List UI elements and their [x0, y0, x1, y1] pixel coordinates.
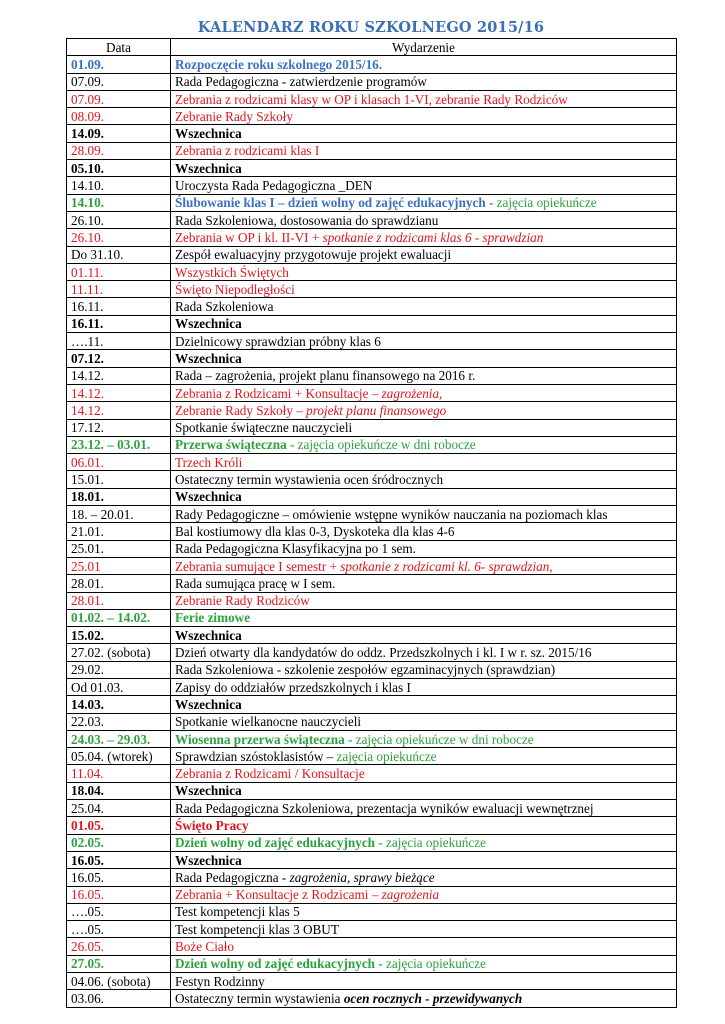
table-row [67, 696, 677, 713]
row-event [171, 315, 677, 332]
row-event [171, 488, 677, 505]
row-date: 03.06. [67, 990, 171, 1007]
table-row [67, 73, 677, 90]
event-text: Rada – zagrożenia, projekt planu finansowego na 2016 r. [175, 368, 476, 384]
row-date: 07.09. [67, 90, 171, 107]
table-row [67, 869, 677, 886]
row-event [171, 765, 677, 782]
table-row [67, 402, 677, 419]
table-row [67, 333, 677, 350]
event-text: Rada Pedagogiczna - zatwierdzenie programów [175, 74, 427, 90]
table-row [67, 454, 677, 471]
event-text: Ślubowanie klas I – dzień wolny od zajęć edukacyjnych - [175, 195, 497, 211]
event-text: Święto Pracy [175, 818, 249, 833]
row-date: 29.02. [67, 661, 171, 678]
table-row [67, 367, 677, 384]
event-text: Sprawdzian szóstoklasistów – [175, 748, 337, 764]
event-text: Boże Ciało [175, 939, 234, 955]
event-text: Test kompetencji klas 5 [175, 904, 300, 920]
row-date: 14.12. [67, 402, 171, 419]
row-event [171, 211, 677, 228]
row-event [171, 194, 677, 211]
event-text: projekt planu finansowego [306, 402, 447, 418]
row-date: 14.12. [67, 384, 171, 401]
event-text: ocen rocznych - przewidywanych [343, 990, 523, 1006]
event-text: Zebrania z Rodzicami + Konsultacje – [175, 385, 382, 401]
event-text: Rada Szkoleniowa [175, 299, 274, 315]
row-event [171, 834, 677, 851]
row-event [171, 817, 677, 834]
table-row [67, 886, 677, 903]
row-event [171, 540, 677, 557]
row-event [171, 142, 677, 159]
header-date: Data [67, 39, 171, 56]
event-text: Rada Szkoleniowa, dostosowania do sprawdzianu [175, 212, 439, 228]
row-date: 11.11. [67, 281, 171, 298]
row-date: 14.03. [67, 696, 171, 713]
event-text: Rada Pedagogiczna Szkoleniowa, prezentacja wyników ewaluacji wewnętrznej [175, 800, 594, 816]
table-row [67, 523, 677, 540]
table-row [67, 281, 677, 298]
row-date: 25.01. [67, 540, 171, 557]
event-text: Zebrania z rodzicami klas I [175, 143, 320, 159]
row-date: 05.10. [67, 160, 171, 177]
row-date: 04.06. (sobota) [67, 973, 171, 990]
table-row [67, 609, 677, 626]
row-event [171, 869, 677, 886]
row-date: 14.12. [67, 367, 171, 384]
calendar-table [66, 38, 677, 1008]
row-date: 16.05. [67, 851, 171, 868]
table-row [67, 471, 677, 488]
page-title: KALENDARZ ROKU SZKOLNEGO 2015/16 [197, 19, 545, 36]
row-event [171, 748, 677, 765]
row-event [171, 730, 677, 747]
event-text: Zebrania w OP i kl. II-VI + [175, 229, 323, 245]
event-text: Wszechnica [175, 783, 242, 799]
row-date: ….05. [67, 921, 171, 938]
event-text: Zespół ewaluacyjny przygotowuje projekt ewaluacji [175, 247, 452, 263]
row-event [171, 160, 677, 177]
row-event [171, 125, 677, 142]
table-row [67, 834, 677, 851]
row-date: 24.03. – 29.03. [67, 730, 171, 747]
event-text: Dzień wolny od zajęć edukacyjnych - [175, 835, 386, 851]
table-row [67, 160, 677, 177]
event-text: zajęcia opiekuńcze w dni robocze [355, 731, 534, 747]
row-event [171, 557, 677, 574]
event-text: Zebranie Rady Rodziców [175, 593, 310, 609]
event-text: Rada Pedagogiczna Klasyfikacyjna po 1 sem. [175, 541, 416, 557]
event-text: zajęcia opiekuńcze [386, 956, 486, 972]
row-date: ….05. [67, 903, 171, 920]
table-row [67, 436, 677, 453]
event-text: Wszechnica [175, 696, 242, 712]
row-event [171, 506, 677, 523]
row-date: 16.05. [67, 886, 171, 903]
table-row [67, 298, 677, 315]
row-date: 26.05. [67, 938, 171, 955]
row-event [171, 263, 677, 280]
event-text: Dzielnicowy sprawdzian próbny klas 6 [175, 333, 381, 349]
table-row [67, 903, 677, 920]
row-date: 15.01. [67, 471, 171, 488]
row-event [171, 384, 677, 401]
event-text: Uroczysta Rada Pedagogiczna _DEN [175, 178, 373, 194]
table-row [67, 765, 677, 782]
row-event [171, 298, 677, 315]
table-row [67, 540, 677, 557]
row-event [171, 661, 677, 678]
table-row [67, 177, 677, 194]
row-event [171, 886, 677, 903]
table-row [67, 592, 677, 609]
table-row [67, 973, 677, 990]
row-date: 21.01. [67, 523, 171, 540]
row-date: 25.04. [67, 800, 171, 817]
row-date: 14.10. [67, 194, 171, 211]
row-date: 14.10. [67, 177, 171, 194]
event-text: Spotkanie wielkanocne nauczycieli [175, 714, 362, 730]
table-header-row [67, 39, 677, 56]
row-date: 16.11. [67, 298, 171, 315]
row-event [171, 955, 677, 972]
table-row [67, 730, 677, 747]
event-text: Zebrania z Rodzicami / Konsultacje [175, 766, 365, 782]
row-event [171, 281, 677, 298]
table-row [67, 678, 677, 695]
event-text: Zebrania sumujące I semestr + [175, 558, 341, 574]
row-date: 16.05. [67, 869, 171, 886]
row-date: Od 01.03. [67, 678, 171, 695]
table-row [67, 748, 677, 765]
row-date: 14.09. [67, 125, 171, 142]
row-event [171, 246, 677, 263]
table-row [67, 263, 677, 280]
row-date: 28.01. [67, 575, 171, 592]
row-date: 23.12. – 03.01. [67, 436, 171, 453]
row-date: 06.01. [67, 454, 171, 471]
row-event [171, 108, 677, 125]
table-row [67, 817, 677, 834]
event-text: zajęcia opiekuńcze [386, 835, 486, 851]
row-date: 18.01. [67, 488, 171, 505]
event-text: Wszechnica [175, 126, 242, 142]
row-date: 18.04. [67, 782, 171, 799]
row-event [171, 609, 677, 626]
table-row [67, 800, 677, 817]
row-date: 01.02. – 14.02. [67, 609, 171, 626]
table-row [67, 921, 677, 938]
table-row [67, 557, 677, 574]
row-date: 07.12. [67, 350, 171, 367]
row-date: 08.09. [67, 108, 171, 125]
row-event [171, 921, 677, 938]
row-event [171, 973, 677, 990]
table-row [67, 955, 677, 972]
table-row [67, 851, 677, 868]
row-event [171, 903, 677, 920]
event-text: Ferie zimowe [175, 610, 251, 626]
row-date: 05.04. (wtorek) [67, 748, 171, 765]
event-text: Wiosenna przerwa świąteczna - [175, 731, 356, 747]
event-text: Wszechnica [175, 316, 242, 332]
row-event [171, 592, 677, 609]
row-event [171, 436, 677, 453]
row-date: 15.02. [67, 627, 171, 644]
row-event [171, 419, 677, 436]
event-text: Wszechnica [175, 489, 242, 505]
event-text: zajęcia opiekuńcze [336, 748, 437, 764]
event-text: Wszechnica [175, 350, 242, 366]
header-event: Wydarzenie [171, 39, 677, 56]
event-text: Święto Niepodległości [175, 281, 295, 297]
row-date: 28.09. [67, 142, 171, 159]
table-row [67, 782, 677, 799]
row-date: 26.10. [67, 229, 171, 246]
table-row [67, 661, 677, 678]
table-row [67, 575, 677, 592]
row-event [171, 678, 677, 695]
table-row [67, 627, 677, 644]
row-date: 16.11. [67, 315, 171, 332]
row-date: Do 31.10. [67, 246, 171, 263]
event-text: Test kompetencji klas 3 OBUT [175, 921, 339, 937]
table-row [67, 990, 677, 1007]
event-text: Zebranie Rady Szkoły [175, 108, 293, 124]
row-date: 07.09. [67, 73, 171, 90]
event-text: Zebranie Rady Szkoły – [175, 402, 307, 418]
table-row [67, 488, 677, 505]
row-date: 01.11. [67, 263, 171, 280]
row-date: 27.05. [67, 955, 171, 972]
event-text: Rozpoczęcie roku szkolnego 2015/16. [175, 56, 383, 72]
event-text: spotkanie z rodzicami klas 6 - sprawdzian [322, 229, 544, 245]
table-row [67, 384, 677, 401]
event-text: Przerwa świąteczna - [175, 437, 298, 453]
row-event [171, 696, 677, 713]
row-event [171, 73, 677, 90]
table-row [67, 350, 677, 367]
event-text: zagrożenia [381, 887, 440, 903]
row-date: 26.10. [67, 211, 171, 228]
event-text: Trzech Króli [175, 454, 243, 470]
table-row [67, 90, 677, 107]
row-date: 28.01. [67, 592, 171, 609]
row-event [171, 350, 677, 367]
row-date: 11.04. [67, 765, 171, 782]
row-event [171, 333, 677, 350]
row-event [171, 782, 677, 799]
row-event [171, 90, 677, 107]
event-text: Wszechnica [175, 852, 242, 868]
row-date: 17.12. [67, 419, 171, 436]
row-event [171, 627, 677, 644]
row-event [171, 523, 677, 540]
table-row [67, 644, 677, 661]
row-date: ….11. [67, 333, 171, 350]
event-text: Wszechnica [175, 627, 242, 643]
event-text: zajęcia opiekuńcze [496, 195, 597, 211]
event-text: Wszechnica [175, 160, 242, 176]
table-row [67, 246, 677, 263]
table-row [67, 506, 677, 523]
table-row [67, 315, 677, 332]
row-event [171, 938, 677, 955]
table-row [67, 713, 677, 730]
event-text: zagrożenia, sprawy bieżące [289, 869, 435, 885]
row-event [171, 454, 677, 471]
table-row [67, 938, 677, 955]
event-text: Rada Szkoleniowa - szkolenie zespołów egzaminacyjnych (sprawdzian) [175, 662, 556, 678]
row-event [171, 800, 677, 817]
event-text: Rada Pedagogiczna - [175, 869, 290, 885]
row-event [171, 56, 677, 73]
row-date: 01.05. [67, 817, 171, 834]
event-text: Festyn Rodzinny [175, 973, 265, 989]
event-text: Zapisy do oddziałów przedszkolnych i klas I [175, 679, 411, 695]
row-date: 25.01 [67, 557, 171, 574]
event-text: Zebrania z rodzicami klasy w OP i klasach 1-VI, zebranie Rady Rodziców [175, 91, 568, 107]
row-event [171, 851, 677, 868]
event-text: zagrożenia, [381, 385, 443, 401]
table-row [67, 229, 677, 246]
table-row [67, 125, 677, 142]
row-date: 18. – 20.01. [67, 506, 171, 523]
event-text: Ostateczny termin wystawienia [175, 990, 344, 1006]
event-text: Dzień otwarty dla kandydatów do oddz. Przedszkolnych i kl. I w r. sz. 2015/16 [175, 645, 592, 661]
row-event [171, 177, 677, 194]
table-row [67, 211, 677, 228]
row-event [171, 471, 677, 488]
table-row [67, 194, 677, 211]
event-text: Bal kostiumowy dla klas 0-3, Dyskoteka dla klas 4-6 [175, 523, 455, 539]
event-text: Ostateczny termin wystawienia ocen śródrocznych [175, 472, 444, 488]
table-row [67, 56, 677, 73]
calendar-body [67, 56, 677, 1007]
event-text: Rada sumująca pracę w I sem. [175, 575, 336, 591]
row-date: 02.05. [67, 834, 171, 851]
event-text: Wszystkich Świętych [175, 264, 289, 280]
row-event [171, 644, 677, 661]
event-text: spotkanie z rodzicami kl. 6- sprawdzian, [340, 558, 553, 574]
row-date: 27.02. (sobota) [67, 644, 171, 661]
event-text: zajęcia opiekuńcze w dni robocze [297, 437, 476, 453]
row-event [171, 229, 677, 246]
table-row [67, 142, 677, 159]
row-event [171, 575, 677, 592]
row-date: 22.03. [67, 713, 171, 730]
event-text: Rady Pedagogiczne – omówienie wstępne wyników nauczania na poziomach klas [175, 506, 608, 522]
row-event [171, 713, 677, 730]
row-date: 01.09. [67, 56, 171, 73]
event-text: Zebrania + Konsultacje z Rodzicami – [175, 887, 382, 903]
event-text: Dzień wolny od zajęć edukacyjnych - [175, 956, 386, 972]
row-event [171, 402, 677, 419]
event-text: Spotkanie świąteczne nauczycieli [175, 420, 353, 436]
table-row [67, 419, 677, 436]
table-row [67, 108, 677, 125]
row-event [171, 367, 677, 384]
row-event [171, 990, 677, 1007]
